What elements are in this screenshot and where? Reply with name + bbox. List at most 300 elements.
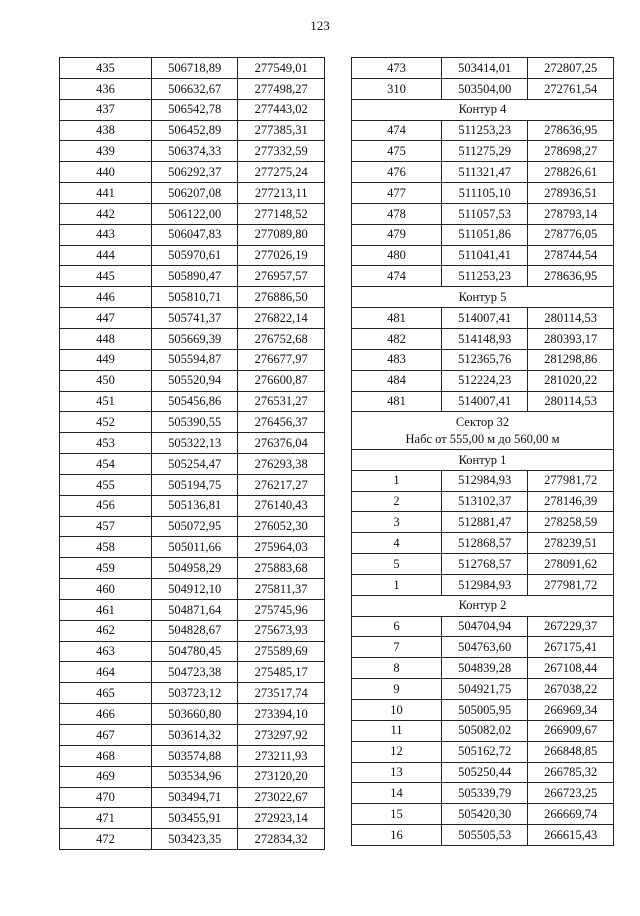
x-coordinate-cell: 505505,53	[441, 825, 528, 846]
table-row	[60, 287, 325, 308]
y-coordinate-cell: 277026,19	[238, 245, 325, 266]
y-coordinate-cell: 276217,27	[238, 474, 325, 495]
point-number-cell: 462	[60, 620, 152, 641]
table-row	[60, 433, 325, 454]
table-row	[60, 99, 325, 120]
table-row	[352, 370, 614, 391]
table-row	[352, 741, 614, 762]
x-coordinate-cell: 504780,45	[151, 641, 238, 662]
x-coordinate-cell: 503455,91	[151, 808, 238, 829]
point-number-cell: 7	[352, 637, 442, 658]
x-coordinate-cell: 511105,10	[441, 183, 528, 204]
point-number-cell: 445	[60, 266, 152, 287]
x-coordinate-cell: 505594,87	[151, 349, 238, 370]
right-table-body	[352, 58, 614, 846]
table-row	[60, 787, 325, 808]
table-row	[60, 495, 325, 516]
y-coordinate-cell: 275811,37	[238, 579, 325, 600]
x-coordinate-cell: 505250,44	[441, 762, 528, 783]
x-coordinate-cell: 512365,76	[441, 349, 528, 370]
y-coordinate-cell: 278698,27	[528, 141, 614, 162]
x-coordinate-cell: 506452,89	[151, 120, 238, 141]
point-number-cell: 481	[352, 308, 442, 329]
table-row	[352, 58, 614, 79]
y-coordinate-cell: 275883,68	[238, 558, 325, 579]
table-row	[352, 533, 614, 554]
point-number-cell: 450	[60, 370, 152, 391]
y-coordinate-cell: 272807,25	[528, 58, 614, 79]
y-coordinate-cell: 277089,80	[238, 224, 325, 245]
point-number-cell: 474	[352, 266, 442, 287]
table-row	[60, 558, 325, 579]
table-row	[60, 391, 325, 412]
y-coordinate-cell: 276886,50	[238, 287, 325, 308]
table-row	[60, 141, 325, 162]
point-number-cell: 15	[352, 804, 442, 825]
point-number-cell: 451	[60, 391, 152, 412]
table-row	[352, 245, 614, 266]
section-heading	[352, 595, 614, 616]
table-row	[60, 683, 325, 704]
table-row	[352, 203, 614, 224]
table-row	[60, 370, 325, 391]
table-row	[60, 78, 325, 99]
x-coordinate-cell: 503614,32	[151, 725, 238, 746]
y-coordinate-cell: 278744,54	[528, 245, 614, 266]
point-number-cell: 484	[352, 370, 442, 391]
point-number-cell: 10	[352, 699, 442, 720]
y-coordinate-cell: 272761,54	[528, 78, 614, 99]
x-coordinate-cell: 503574,88	[151, 745, 238, 766]
point-number-cell: 16	[352, 825, 442, 846]
y-coordinate-cell: 276293,38	[238, 454, 325, 475]
x-coordinate-cell: 512868,57	[441, 533, 528, 554]
point-number-cell: 11	[352, 720, 442, 741]
point-number-cell: 467	[60, 725, 152, 746]
table-row	[60, 537, 325, 558]
x-coordinate-cell: 512881,47	[441, 512, 528, 533]
section-heading-line: Контур 5	[458, 289, 507, 304]
x-coordinate-cell: 505082,02	[441, 720, 528, 741]
x-coordinate-cell: 505520,94	[151, 370, 238, 391]
y-coordinate-cell: 276531,27	[238, 391, 325, 412]
point-number-cell: 480	[352, 245, 442, 266]
table-row	[60, 766, 325, 787]
section-heading-row	[352, 287, 614, 308]
table-row	[60, 266, 325, 287]
x-coordinate-cell: 512984,93	[441, 574, 528, 595]
x-coordinate-cell: 506374,33	[151, 141, 238, 162]
x-coordinate-cell: 511253,23	[441, 120, 528, 141]
x-coordinate-cell: 505390,55	[151, 412, 238, 433]
y-coordinate-cell: 278776,05	[528, 224, 614, 245]
x-coordinate-cell: 505254,47	[151, 454, 238, 475]
point-number-cell: 453	[60, 433, 152, 454]
x-coordinate-cell: 511321,47	[441, 162, 528, 183]
y-coordinate-cell: 276822,14	[238, 308, 325, 329]
table-row	[352, 328, 614, 349]
table-row	[352, 637, 614, 658]
x-coordinate-cell: 504723,38	[151, 662, 238, 683]
point-number-cell: 473	[352, 58, 442, 79]
point-number-cell: 14	[352, 783, 442, 804]
y-coordinate-cell: 278636,95	[528, 120, 614, 141]
point-number-cell: 481	[352, 391, 442, 412]
x-coordinate-cell: 505669,39	[151, 328, 238, 349]
point-number-cell: 5	[352, 554, 442, 575]
point-number-cell: 460	[60, 579, 152, 600]
y-coordinate-cell: 280114,53	[528, 308, 614, 329]
point-number-cell: 449	[60, 349, 152, 370]
point-number-cell: 448	[60, 328, 152, 349]
y-coordinate-cell: 277498,27	[238, 78, 325, 99]
x-coordinate-cell: 505970,61	[151, 245, 238, 266]
y-coordinate-cell: 278258,59	[528, 512, 614, 533]
point-number-cell: 438	[60, 120, 152, 141]
x-coordinate-cell: 511041,41	[441, 245, 528, 266]
y-coordinate-cell: 276752,68	[238, 328, 325, 349]
section-heading-row	[352, 99, 614, 120]
point-number-cell: 471	[60, 808, 152, 829]
point-number-cell: 447	[60, 308, 152, 329]
section-heading-line: Контур 2	[458, 598, 507, 613]
x-coordinate-cell: 504828,67	[151, 620, 238, 641]
point-number-cell: 483	[352, 349, 442, 370]
point-number-cell: 452	[60, 412, 152, 433]
y-coordinate-cell: 278091,62	[528, 554, 614, 575]
table-row	[352, 308, 614, 329]
y-coordinate-cell: 277275,24	[238, 162, 325, 183]
left-table-body	[60, 58, 325, 850]
x-coordinate-cell: 511275,29	[441, 141, 528, 162]
table-row	[352, 183, 614, 204]
x-coordinate-cell: 503414,01	[441, 58, 528, 79]
table-row	[352, 699, 614, 720]
x-coordinate-cell: 514007,41	[441, 391, 528, 412]
point-number-cell: 476	[352, 162, 442, 183]
point-number-cell: 477	[352, 183, 442, 204]
point-number-cell: 446	[60, 287, 152, 308]
y-coordinate-cell: 280114,53	[528, 391, 614, 412]
x-coordinate-cell: 505741,37	[151, 308, 238, 329]
table-row	[352, 470, 614, 491]
table-row	[60, 662, 325, 683]
x-coordinate-cell: 504871,64	[151, 599, 238, 620]
table-row	[60, 224, 325, 245]
y-coordinate-cell: 267229,37	[528, 616, 614, 637]
table-row	[60, 808, 325, 829]
x-coordinate-cell: 506632,67	[151, 78, 238, 99]
y-coordinate-cell: 278636,95	[528, 266, 614, 287]
point-number-cell: 465	[60, 683, 152, 704]
x-coordinate-cell: 505072,95	[151, 516, 238, 537]
point-number-cell: 435	[60, 58, 152, 79]
y-coordinate-cell: 266723,25	[528, 783, 614, 804]
x-coordinate-cell: 505420,30	[441, 804, 528, 825]
y-coordinate-cell: 272923,14	[238, 808, 325, 829]
point-number-cell: 9	[352, 679, 442, 700]
table-row	[352, 616, 614, 637]
x-coordinate-cell: 514007,41	[441, 308, 528, 329]
table-row	[60, 58, 325, 79]
table-row	[60, 829, 325, 850]
x-coordinate-cell: 506542,78	[151, 99, 238, 120]
table-row	[352, 720, 614, 741]
page-number: 123	[310, 18, 330, 33]
point-number-cell: 470	[60, 787, 152, 808]
x-coordinate-cell: 505322,13	[151, 433, 238, 454]
table-row	[352, 512, 614, 533]
table-row	[352, 679, 614, 700]
table-row	[60, 308, 325, 329]
x-coordinate-cell: 511057,53	[441, 203, 528, 224]
y-coordinate-cell: 277443,02	[238, 99, 325, 120]
y-coordinate-cell: 266615,43	[528, 825, 614, 846]
point-number-cell: 479	[352, 224, 442, 245]
section-heading-row	[352, 595, 614, 616]
point-number-cell: 1	[352, 574, 442, 595]
table-row	[352, 574, 614, 595]
y-coordinate-cell: 276600,87	[238, 370, 325, 391]
table-row	[352, 349, 614, 370]
point-number-cell: 4	[352, 533, 442, 554]
table-row	[60, 704, 325, 725]
x-coordinate-cell: 504921,75	[441, 679, 528, 700]
table-row	[60, 725, 325, 746]
x-coordinate-cell: 503423,35	[151, 829, 238, 850]
table-row	[352, 78, 614, 99]
point-number-cell: 466	[60, 704, 152, 725]
x-coordinate-cell: 504958,29	[151, 558, 238, 579]
table-row	[352, 658, 614, 679]
point-number-cell: 461	[60, 599, 152, 620]
point-number-cell: 468	[60, 745, 152, 766]
y-coordinate-cell: 276957,57	[238, 266, 325, 287]
point-number-cell: 478	[352, 203, 442, 224]
section-heading-line: Набс от 555,00 м до 560,00 м	[405, 431, 560, 446]
x-coordinate-cell: 505162,72	[441, 741, 528, 762]
point-number-cell: 12	[352, 741, 442, 762]
x-coordinate-cell: 505810,71	[151, 287, 238, 308]
table-row	[60, 745, 325, 766]
coordinates-table-right	[351, 57, 614, 846]
y-coordinate-cell: 273297,92	[238, 725, 325, 746]
y-coordinate-cell: 276140,43	[238, 495, 325, 516]
table-row	[60, 183, 325, 204]
point-number-cell: 475	[352, 141, 442, 162]
y-coordinate-cell: 266669,74	[528, 804, 614, 825]
x-coordinate-cell: 513102,37	[441, 491, 528, 512]
x-coordinate-cell: 506718,89	[151, 58, 238, 79]
table-row	[60, 641, 325, 662]
x-coordinate-cell: 504704,94	[441, 616, 528, 637]
y-coordinate-cell: 276052,30	[238, 516, 325, 537]
x-coordinate-cell: 504912,10	[151, 579, 238, 600]
section-heading	[352, 412, 614, 450]
point-number-cell: 444	[60, 245, 152, 266]
point-number-cell: 463	[60, 641, 152, 662]
x-coordinate-cell: 503534,96	[151, 766, 238, 787]
x-coordinate-cell: 506122,00	[151, 203, 238, 224]
table-row	[60, 454, 325, 475]
y-coordinate-cell: 280393,17	[528, 328, 614, 349]
table-row	[60, 328, 325, 349]
y-coordinate-cell: 267038,22	[528, 679, 614, 700]
section-heading-row	[352, 412, 614, 450]
table-row	[352, 491, 614, 512]
table-row	[60, 516, 325, 537]
table-row	[60, 245, 325, 266]
point-number-cell: 459	[60, 558, 152, 579]
section-heading-line: Контур 1	[458, 452, 507, 467]
y-coordinate-cell: 276677,97	[238, 349, 325, 370]
table-row	[60, 579, 325, 600]
y-coordinate-cell: 266909,67	[528, 720, 614, 741]
y-coordinate-cell: 277981,72	[528, 470, 614, 491]
x-coordinate-cell: 505339,79	[441, 783, 528, 804]
coordinates-table-left	[59, 57, 325, 850]
x-coordinate-cell: 505890,47	[151, 266, 238, 287]
table-row	[352, 783, 614, 804]
table-row	[60, 599, 325, 620]
y-coordinate-cell: 275589,69	[238, 641, 325, 662]
y-coordinate-cell: 267175,41	[528, 637, 614, 658]
x-coordinate-cell: 505194,75	[151, 474, 238, 495]
table-row	[352, 120, 614, 141]
table-row	[60, 474, 325, 495]
y-coordinate-cell: 276376,04	[238, 433, 325, 454]
point-number-cell: 456	[60, 495, 152, 516]
point-number-cell: 1	[352, 470, 442, 491]
y-coordinate-cell: 278793,14	[528, 203, 614, 224]
point-number-cell: 469	[60, 766, 152, 787]
point-number-cell: 441	[60, 183, 152, 204]
y-coordinate-cell: 266969,34	[528, 699, 614, 720]
table-row	[352, 162, 614, 183]
y-coordinate-cell: 275745,96	[238, 599, 325, 620]
x-coordinate-cell: 512984,93	[441, 470, 528, 491]
y-coordinate-cell: 276456,37	[238, 412, 325, 433]
y-coordinate-cell: 277981,72	[528, 574, 614, 595]
point-number-cell: 457	[60, 516, 152, 537]
x-coordinate-cell: 514148,93	[441, 328, 528, 349]
section-heading-line: Сектор 32	[455, 415, 510, 430]
y-coordinate-cell: 277213,11	[238, 183, 325, 204]
point-number-cell: 6	[352, 616, 442, 637]
y-coordinate-cell: 267108,44	[528, 658, 614, 679]
x-coordinate-cell: 504763,60	[441, 637, 528, 658]
point-number-cell: 472	[60, 829, 152, 850]
table-row	[352, 825, 614, 846]
table-row	[60, 120, 325, 141]
y-coordinate-cell: 273022,67	[238, 787, 325, 808]
table-row	[352, 804, 614, 825]
section-heading-line: Контур 4	[458, 102, 507, 117]
x-coordinate-cell: 504839,28	[441, 658, 528, 679]
section-heading	[352, 287, 614, 308]
x-coordinate-cell: 511051,86	[441, 224, 528, 245]
y-coordinate-cell: 278826,61	[528, 162, 614, 183]
y-coordinate-cell: 273517,74	[238, 683, 325, 704]
y-coordinate-cell: 281298,86	[528, 349, 614, 370]
section-heading	[352, 449, 614, 470]
y-coordinate-cell: 278146,39	[528, 491, 614, 512]
section-heading-row	[352, 449, 614, 470]
table-row	[60, 412, 325, 433]
point-number-cell: 442	[60, 203, 152, 224]
x-coordinate-cell: 511253,23	[441, 266, 528, 287]
section-heading	[352, 99, 614, 120]
y-coordinate-cell: 272834,32	[238, 829, 325, 850]
point-number-cell: 464	[60, 662, 152, 683]
table-row	[352, 141, 614, 162]
point-number-cell: 455	[60, 474, 152, 495]
x-coordinate-cell: 503504,00	[441, 78, 528, 99]
point-number-cell: 482	[352, 328, 442, 349]
x-coordinate-cell: 503660,80	[151, 704, 238, 725]
point-number-cell: 310	[352, 78, 442, 99]
y-coordinate-cell: 277385,31	[238, 120, 325, 141]
y-coordinate-cell: 277148,52	[238, 203, 325, 224]
y-coordinate-cell: 275673,93	[238, 620, 325, 641]
point-number-cell: 443	[60, 224, 152, 245]
y-coordinate-cell: 275964,03	[238, 537, 325, 558]
x-coordinate-cell: 505456,86	[151, 391, 238, 412]
y-coordinate-cell: 277549,01	[238, 58, 325, 79]
table-row	[352, 266, 614, 287]
x-coordinate-cell: 505005,95	[441, 699, 528, 720]
y-coordinate-cell: 273120,20	[238, 766, 325, 787]
point-number-cell: 439	[60, 141, 152, 162]
y-coordinate-cell: 273211,93	[238, 745, 325, 766]
y-coordinate-cell: 266785,32	[528, 762, 614, 783]
y-coordinate-cell: 273394,10	[238, 704, 325, 725]
point-number-cell: 437	[60, 99, 152, 120]
point-number-cell: 8	[352, 658, 442, 679]
x-coordinate-cell: 512224,23	[441, 370, 528, 391]
y-coordinate-cell: 275485,17	[238, 662, 325, 683]
y-coordinate-cell: 266848,85	[528, 741, 614, 762]
point-number-cell: 3	[352, 512, 442, 533]
table-row	[60, 162, 325, 183]
point-number-cell: 2	[352, 491, 442, 512]
table-row	[60, 620, 325, 641]
point-number-cell: 440	[60, 162, 152, 183]
x-coordinate-cell: 505011,66	[151, 537, 238, 558]
x-coordinate-cell: 506047,83	[151, 224, 238, 245]
y-coordinate-cell: 277332,59	[238, 141, 325, 162]
y-coordinate-cell: 281020,22	[528, 370, 614, 391]
table-row	[352, 391, 614, 412]
point-number-cell: 454	[60, 454, 152, 475]
x-coordinate-cell: 506207,08	[151, 183, 238, 204]
point-number-cell: 13	[352, 762, 442, 783]
point-number-cell: 458	[60, 537, 152, 558]
table-row	[352, 762, 614, 783]
x-coordinate-cell: 506292,37	[151, 162, 238, 183]
point-number-cell: 474	[352, 120, 442, 141]
table-row	[352, 554, 614, 575]
point-number-cell: 436	[60, 78, 152, 99]
x-coordinate-cell: 505136,81	[151, 495, 238, 516]
x-coordinate-cell: 512768,57	[441, 554, 528, 575]
y-coordinate-cell: 278239,51	[528, 533, 614, 554]
table-row	[60, 349, 325, 370]
table-row	[352, 224, 614, 245]
y-coordinate-cell: 278936,51	[528, 183, 614, 204]
x-coordinate-cell: 503723,12	[151, 683, 238, 704]
x-coordinate-cell: 503494,71	[151, 787, 238, 808]
